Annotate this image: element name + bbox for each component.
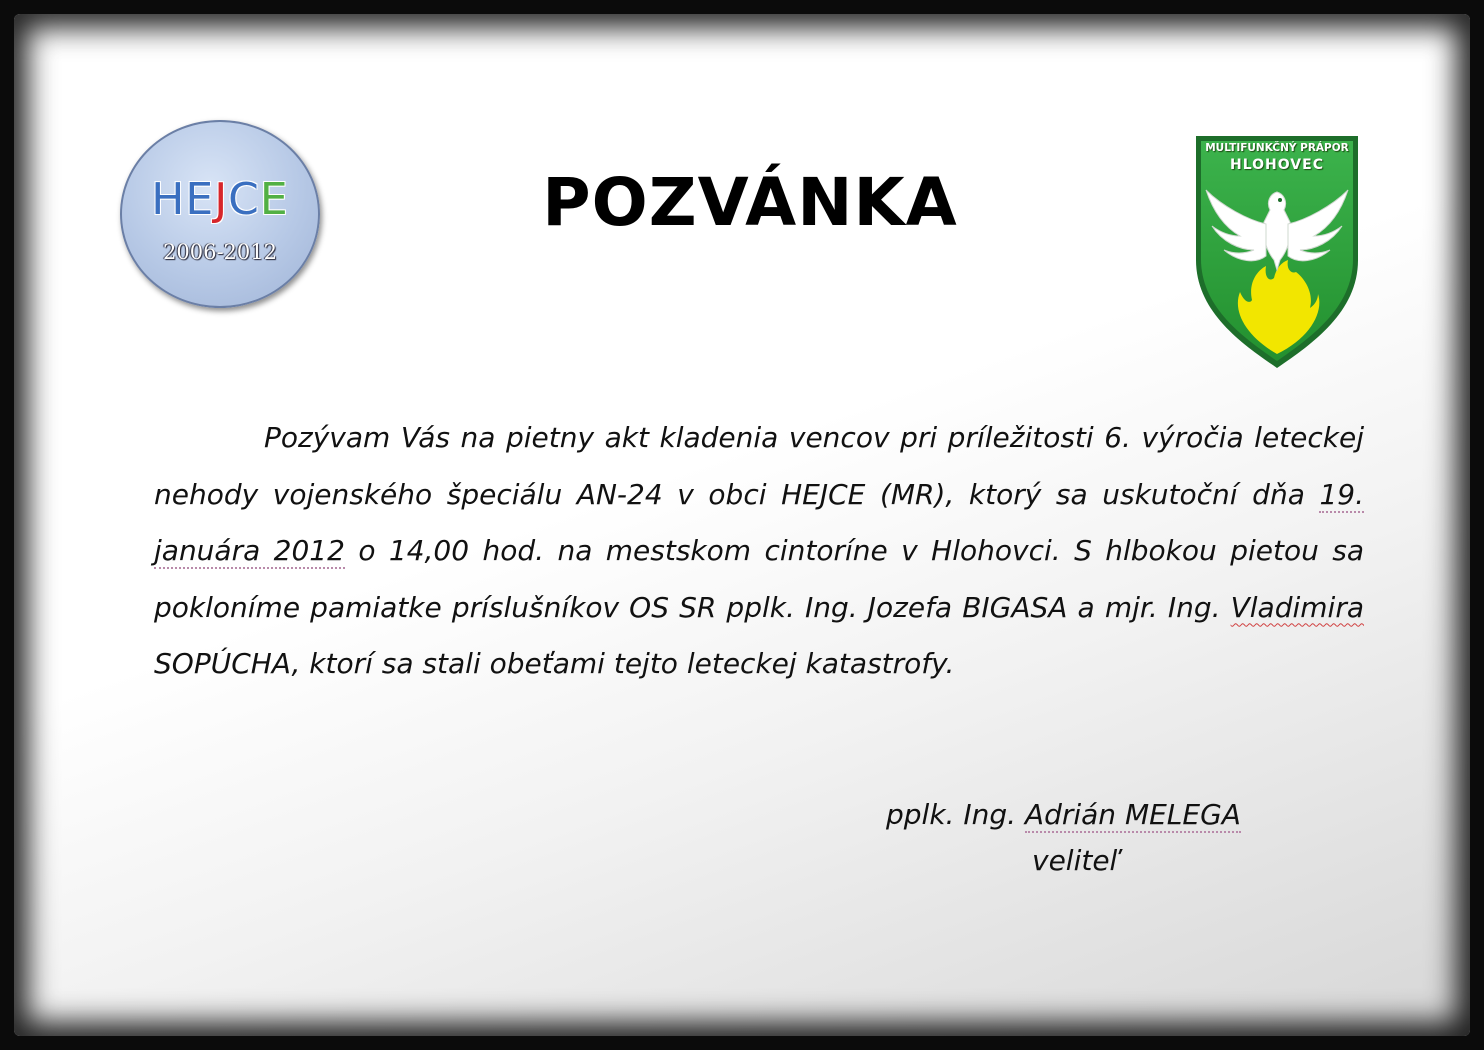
- unit-shield-emblem: [1192, 132, 1362, 372]
- shield-line-2: HLOHOVEC: [1230, 157, 1324, 173]
- invitation-text-part2: o 14,00 hod. na mestskom cintoríne v Hlohovci. S hlbokou pietou sa pokloníme pamiatke príslušníkov OS SR pplk. Ing. Jozefa BIGASA a mjr. Ing.: [154, 534, 1364, 624]
- page-title: POZVÁNKA: [542, 164, 958, 241]
- invitation-body: [154, 410, 1364, 693]
- invitation-text-part3: SOPÚCHA, ktorí sa stali obeťami tejto leteckej katastrofy.: [154, 647, 955, 680]
- hejce-letter-e: E: [185, 174, 215, 225]
- shield-line-1: MULTIFUNKČNÝ PRÁPOR: [1205, 142, 1349, 154]
- hejce-letter-c: C: [228, 174, 260, 225]
- event-date: 19. januára 2012: [154, 477, 1364, 567]
- signature-name-line: [886, 798, 1241, 831]
- hejce-letter-j: J: [214, 174, 229, 225]
- signature-role: veliteľ: [1032, 844, 1118, 877]
- invitation-text-part1: Pozývam Vás na pietny akt kladenia vencov pri príležitosti 6. výročia leteckej nehody vojenského špeciálu AN-24 v obci HEJCE (MR), ktorý sa uskutoční dňa: [154, 421, 1364, 511]
- invitation-paragraph: [154, 410, 1364, 693]
- hejce-letter-e2: E: [259, 174, 289, 225]
- hejce-letter-h: H: [151, 174, 186, 225]
- invitation-card: [14, 14, 1470, 1036]
- signature-name: Adrián MELEGA: [1024, 798, 1241, 831]
- underlined-name: Vladimira: [1230, 590, 1364, 624]
- signature-prefix: pplk. Ing.: [886, 798, 1025, 831]
- hejce-logo-years: 2006-2012: [163, 240, 277, 264]
